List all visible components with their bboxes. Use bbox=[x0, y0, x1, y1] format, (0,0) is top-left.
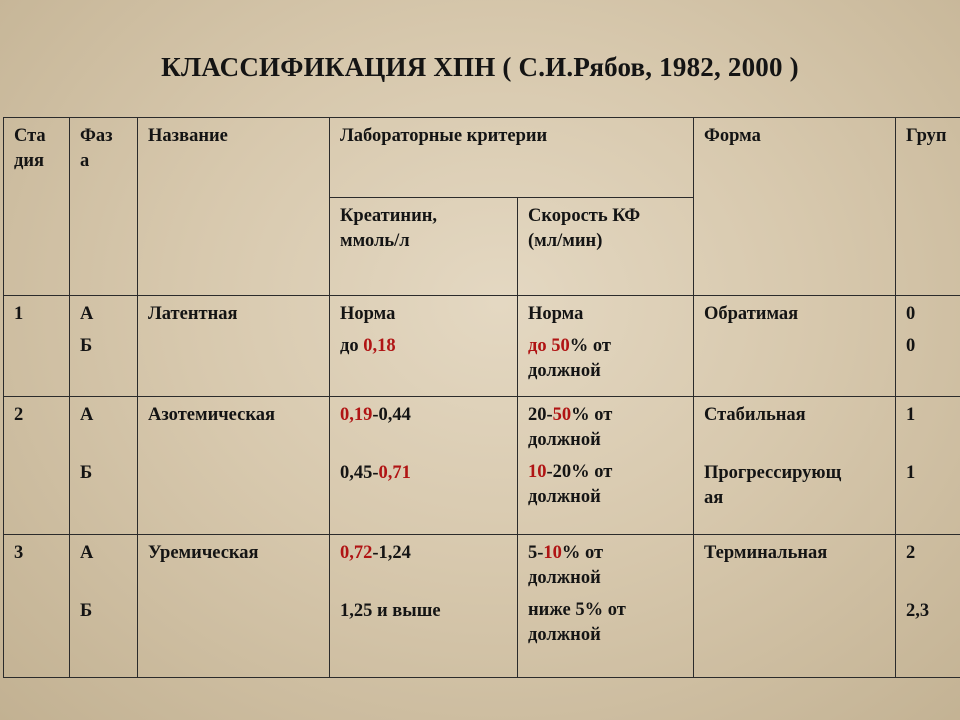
header-gfr: Скорость КФ (мл/мин) bbox=[518, 198, 694, 296]
group-cell: 0 0 bbox=[896, 296, 960, 397]
name-cell: Уремическая bbox=[138, 535, 330, 678]
phase-cell: А Б bbox=[70, 296, 138, 397]
header-lab-criteria: Лабораторные критерии bbox=[330, 118, 694, 198]
classification-table bbox=[3, 117, 960, 678]
table-row bbox=[4, 296, 960, 397]
header-form: Форма bbox=[694, 118, 896, 296]
group-cell: 2 2,3 bbox=[896, 535, 960, 678]
page-title: КЛАССИФИКАЦИЯ ХПН ( С.И.Рябов, 1982, 2000 ) bbox=[161, 52, 799, 82]
stage-cell: 3 bbox=[4, 535, 70, 678]
header-phase: Фаз а bbox=[70, 118, 138, 296]
gfr-cell: 5-10% от должной ниже 5% от должной bbox=[518, 535, 694, 678]
stage-cell: 2 bbox=[4, 397, 70, 535]
name-cell: Азотемическая bbox=[138, 397, 330, 535]
header-stage: Ста дия bbox=[4, 118, 70, 296]
gfr-cell: 20-50% от должной 10-20% от должной bbox=[518, 397, 694, 535]
header-creatinine: Креатинин, ммоль/л bbox=[330, 198, 518, 296]
phase-cell: А Б bbox=[70, 535, 138, 678]
table-row bbox=[4, 535, 960, 678]
header-group: Груп bbox=[896, 118, 960, 296]
gfr-cell: Норма до 50% от должной bbox=[518, 296, 694, 397]
form-cell: Терминальная bbox=[694, 535, 896, 678]
header-name: Название bbox=[138, 118, 330, 296]
form-cell: Обратимая bbox=[694, 296, 896, 397]
stage-cell: 1 bbox=[4, 296, 70, 397]
header-row bbox=[4, 118, 960, 198]
table-row bbox=[4, 397, 960, 535]
creatinine-cell: 0,72-1,24 1,25 и выше bbox=[330, 535, 518, 678]
creatinine-cell: Норма до 0,18 bbox=[330, 296, 518, 397]
phase-cell: А Б bbox=[70, 397, 138, 535]
group-cell: 1 1 bbox=[896, 397, 960, 535]
form-cell: Стабильная Прогрессирующ ая bbox=[694, 397, 896, 535]
creatinine-cell: 0,19-0,44 0,45-0,71 bbox=[330, 397, 518, 535]
name-cell: Латентная bbox=[138, 296, 330, 397]
